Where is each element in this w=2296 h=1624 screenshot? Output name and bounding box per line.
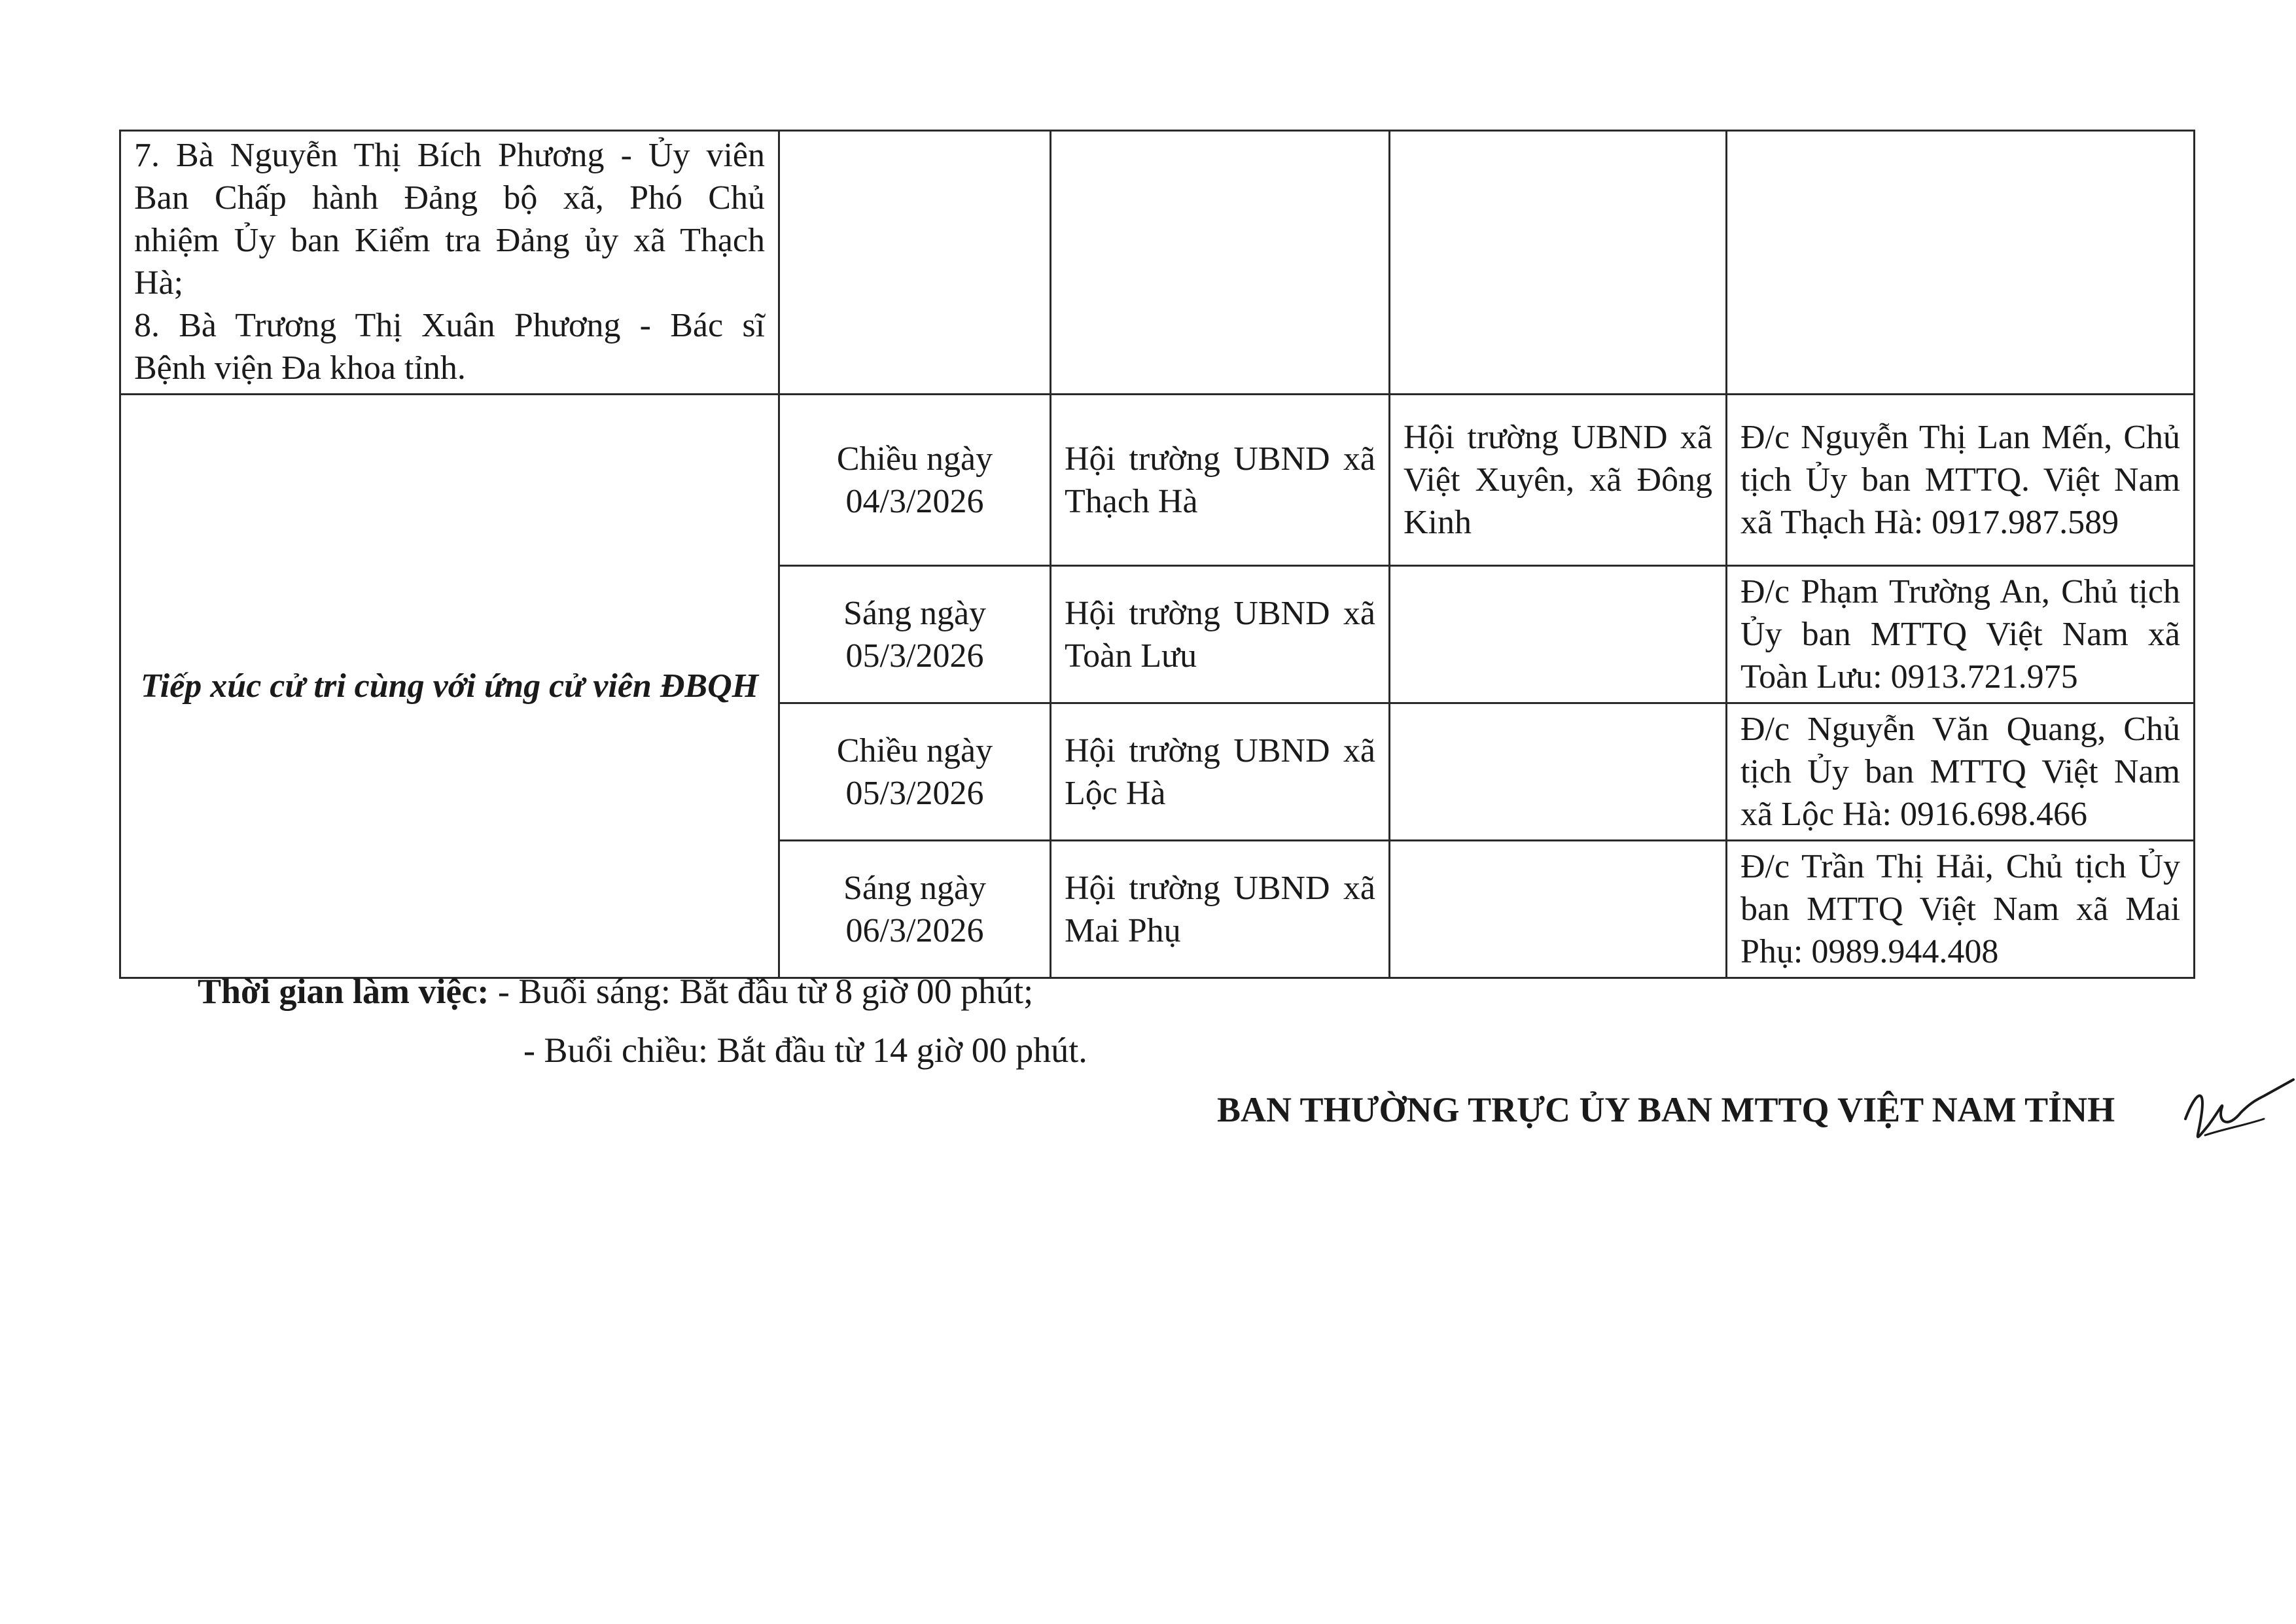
scope-cell: Hội trường UBND xã Việt Xuyên, xã Đông Kinh <box>1390 395 1727 566</box>
date-line: 05/3/2026 <box>845 637 984 675</box>
member-line: nhiệm Ủy ban Kiểm tra Đảng ủy xã Thạch <box>134 222 765 259</box>
time-cell <box>779 841 1051 978</box>
time-cell <box>779 703 1051 841</box>
time-cell <box>779 566 1051 703</box>
working-time-label: Thời gian làm việc: <box>198 972 489 1011</box>
contact-cell: Đ/c Trần Thị Hải, Chủ tịch Ủy ban MTTQ Việt Nam xã Mai Phụ: 0989.944.408 <box>1727 841 2195 978</box>
date-line: 05/3/2026 <box>845 774 984 812</box>
venue-cell: Hội trường UBND xã Lộc Hà <box>1051 703 1390 841</box>
time-line: Sáng ngày <box>843 594 987 632</box>
time-line: Chiều ngày <box>836 732 993 769</box>
table-row <box>120 395 2195 566</box>
scope-cell <box>1390 841 1727 978</box>
member-list-cell <box>120 131 779 395</box>
signature-icon <box>2179 1073 2296 1152</box>
scope-cell <box>1390 703 1727 841</box>
date-line: 04/3/2026 <box>845 482 984 520</box>
member-line: Hà; <box>134 264 184 302</box>
working-time-morning <box>198 970 1033 1013</box>
member-line: 8. Bà Trương Thị Xuân Phương - Bác sĩ <box>134 307 765 344</box>
time-cell <box>779 395 1051 566</box>
scope-cell <box>1390 566 1727 703</box>
empty-cell <box>1727 131 2195 395</box>
morning-text: - Buổi sáng: Bắt đầu từ 8 giờ 00 phút; <box>497 972 1034 1011</box>
venue-cell: Hội trường UBND xã Mai Phụ <box>1051 841 1390 978</box>
member-line: Ban Chấp hành Đảng bộ xã, Phó Chủ <box>134 179 765 217</box>
venue-cell: Hội trường UBND xã Thạch Hà <box>1051 395 1390 566</box>
schedule-table <box>119 130 2195 979</box>
time-line: Chiều ngày <box>836 440 993 478</box>
member-line: Bệnh viện Đa khoa tỉnh. <box>134 349 466 387</box>
working-time-afternoon <box>523 1029 1087 1072</box>
contact-cell: Đ/c Nguyễn Thị Lan Mến, Chủ tịch Ủy ban MTTQ. Việt Nam xã Thạch Hà: 0917.987.589 <box>1727 395 2195 566</box>
empty-cell <box>779 131 1051 395</box>
empty-cell <box>1051 131 1390 395</box>
afternoon-text: - Buổi chiều: Bắt đầu từ 14 giờ 00 phút. <box>523 1031 1087 1070</box>
table-row <box>120 131 2195 395</box>
contact-cell: Đ/c Phạm Trường An, Chủ tịch Ủy ban MTTQ Việt Nam xã Toàn Lưu: 0913.721.975 <box>1727 566 2195 703</box>
empty-cell <box>1390 131 1727 395</box>
contact-cell: Đ/c Nguyễn Văn Quang, Chủ tịch Ủy ban MTTQ Việt Nam xã Lộc Hà: 0916.698.466 <box>1727 703 2195 841</box>
time-line: Sáng ngày <box>843 869 987 907</box>
date-line: 06/3/2026 <box>845 911 984 949</box>
signature-title: BAN THƯỜNG TRỰC ỦY BAN MTTQ VIỆT NAM TỈNH <box>1217 1090 2115 1129</box>
member-line: 7. Bà Nguyễn Thị Bích Phương - Ủy viên <box>134 137 765 174</box>
activity-cell: Tiếp xúc cử tri cùng với ứng cử viên ĐBQH <box>120 395 779 978</box>
venue-cell: Hội trường UBND xã Toàn Lưu <box>1051 566 1390 703</box>
